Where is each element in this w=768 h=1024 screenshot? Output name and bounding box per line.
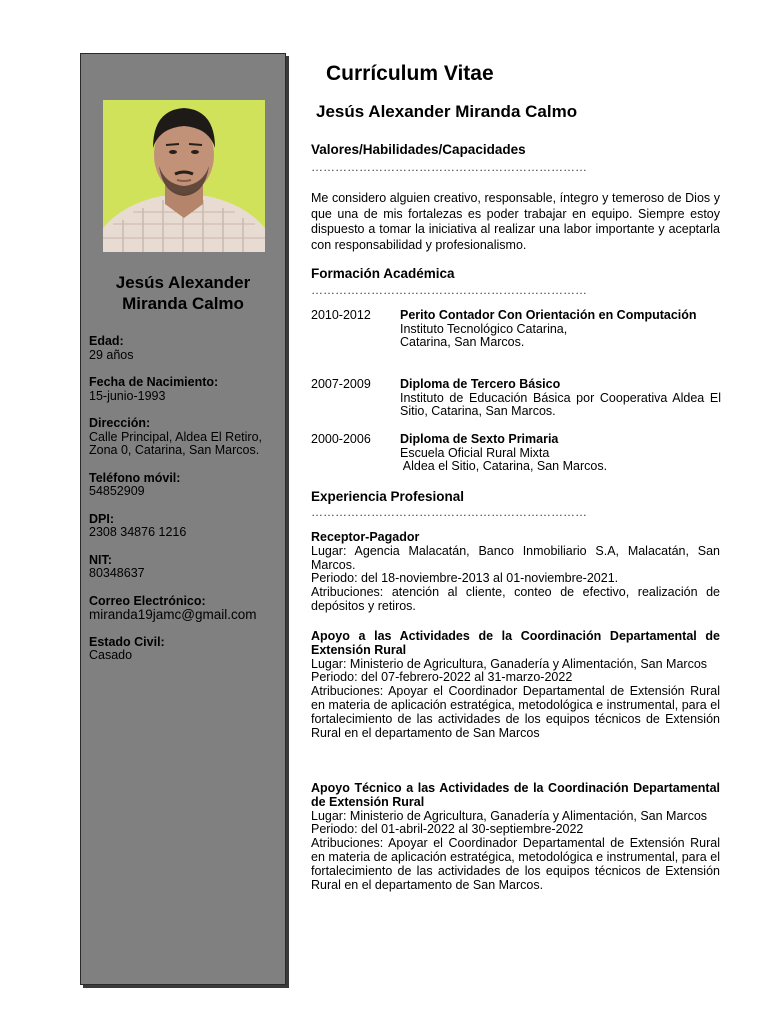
- info-value: 2308 34876 1216: [89, 525, 187, 539]
- experience-role: Receptor-Pagador: [311, 530, 420, 544]
- info-nit: [89, 554, 281, 581]
- education-years: 2010-2012: [311, 308, 371, 322]
- profile-photo: [103, 100, 265, 252]
- info-phone: [89, 472, 281, 499]
- experience-detail: Lugar: Ministerio de Agricultura, Ganadería y Alimentación, San Marcos: [311, 656, 708, 671]
- education-detail: Catarina, San Marcos.: [400, 335, 525, 349]
- education-heading: Formación Académica: [311, 266, 455, 281]
- experience-role: Apoyo Técnico a las Actividades de la Coordinación Departamental de Extensión Rural: [311, 781, 720, 809]
- info-dpi: [89, 513, 281, 540]
- education-degree: Diploma de Sexto Primaria: [400, 432, 559, 446]
- info-address: [89, 417, 281, 458]
- info-label: Fecha de Nacimiento:: [89, 375, 219, 389]
- info-label: Teléfono móvil:: [89, 470, 181, 485]
- education-detail: Instituto de Educación Básica por Cooperativa Aldea El Sitio, Catarina, San Marcos.: [400, 390, 721, 418]
- sidebar-full-name: Jesús Alexander Miranda Calmo: [115, 273, 251, 313]
- info-label: Edad:: [89, 334, 124, 348]
- info-value: Calle Principal, Aldea El Retiro, Zona 0, Catarina, San Marcos.: [89, 429, 262, 457]
- info-value: 80348637: [89, 566, 145, 580]
- experience-heading: Experiencia Profesional: [311, 489, 465, 504]
- experience-detail: Periodo: del 07-febrero-2022 al 31-marzo-2022: [311, 670, 573, 685]
- skills-paragraph: Me considero alguien creativo, responsable, íntegro y temeroso de Dios y que una de mis fortalezas es poder trabajar en equipo. Siempre estoy dispuesto a tomar la iniciativa al realizar una labor importante y aceptarla con responsabilidad y profesionalismo.: [311, 191, 720, 252]
- experience-item: [311, 782, 720, 892]
- info-age: [89, 335, 281, 362]
- experience-detail: Lugar: Ministerio de Agricultura, Ganadería y Alimentación, San Marcos: [311, 808, 708, 823]
- skills-dotted-rule: ……………………………………………………………: [311, 160, 587, 174]
- document-title: Currículum Vitae: [326, 62, 494, 85]
- experience-detail: Atribuciones: Apoyar el Coordinador Departamental de Extensión Rural en materia de aplicación estratégica, metodológica e instrumental, para el fortalecimiento de las actividades de los equipos técnicos de Extensión Rural en el departamento de San Marcos: [311, 684, 720, 740]
- experience-detail: Atribuciones: atención al cliente, conteo de efectivo, realización de depósitos y retiros.: [311, 585, 720, 613]
- education-years: 2000-2006: [311, 432, 371, 446]
- experience-dotted-rule: ……………………………………………………………: [311, 505, 587, 519]
- info-value: miranda19jamc@gmail.com: [89, 607, 257, 622]
- skills-heading: Valores/Habilidades/Capacidades: [311, 142, 526, 157]
- info-value: 54852909: [89, 484, 145, 498]
- experience-detail: Lugar: Agencia Malacatán, Banco Inmobiliario S.A, Malacatán, San Marcos.: [311, 543, 720, 572]
- info-label: NIT:: [89, 552, 112, 567]
- experience-item: [311, 630, 720, 740]
- experience-detail: Periodo: del 18-noviembre-2013 al 01-noviembre-2021.: [311, 571, 619, 586]
- main-full-name: Jesús Alexander Miranda Calmo: [316, 102, 578, 121]
- experience-detail: Periodo: del 01-abril-2022 al 30-septiembre-2022: [311, 822, 584, 837]
- info-value: Casado: [89, 648, 133, 662]
- education-degree: Perito Contador Con Orientación en Computación: [400, 308, 697, 322]
- info-email: [89, 595, 281, 622]
- education-dotted-rule: ……………………………………………………………: [311, 283, 587, 297]
- info-label: Dirección:: [89, 416, 151, 430]
- personal-info-list: [89, 335, 281, 677]
- info-label: DPI:: [89, 511, 114, 526]
- experience-detail: Atribuciones: Apoyar el Coordinador Departamental de Extensión Rural en materia de aplicación estratégica, metodológica e instrumental, para el fortalecimiento de las actividades de los equipos técnicos de Extensión Rural en el departamento de San Marcos.: [311, 836, 720, 892]
- info-label: Correo Electrónico:: [89, 593, 206, 608]
- education-detail: Aldea el Sitio, Catarina, San Marcos.: [400, 459, 608, 473]
- experience-item: [311, 531, 720, 614]
- education-degree: Diploma de Tercero Básico: [400, 377, 561, 391]
- education-detail: Instituto Tecnológico Catarina,: [400, 321, 568, 336]
- info-marital-status: [89, 636, 281, 663]
- sidebar-panel: [80, 53, 286, 985]
- info-label: Estado Civil:: [89, 634, 165, 649]
- info-birthdate: [89, 376, 281, 403]
- experience-role: Apoyo a las Actividades de la Coordinación Departamental de Extensión Rural: [311, 629, 720, 657]
- info-value: 29 años: [89, 347, 134, 362]
- education-years: 2007-2009: [311, 377, 371, 391]
- info-value: 15-junio-1993: [89, 388, 166, 403]
- education-detail: Escuela Oficial Rural Mixta: [400, 445, 550, 460]
